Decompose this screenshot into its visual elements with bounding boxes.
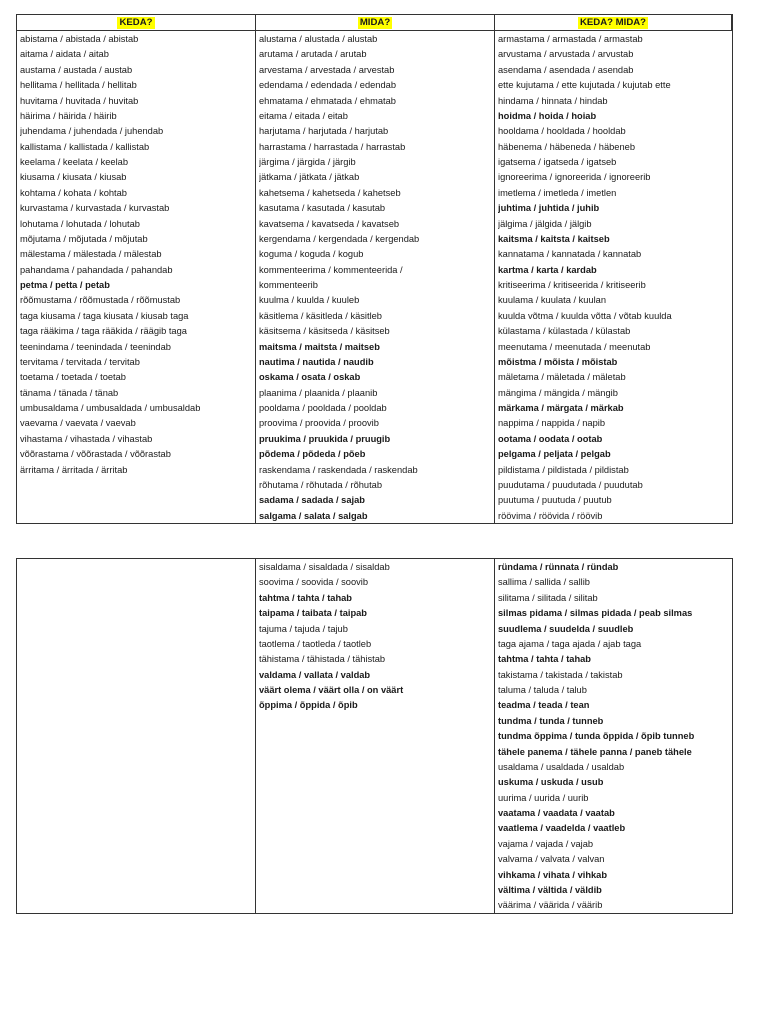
verb-entry: takistama / takistada / takistab [498, 669, 623, 680]
verb-entry: järgima / järgida / järgib [259, 157, 356, 167]
verb-entry: pelgama / peljata / pelgab [498, 449, 611, 460]
verb-entry: külastama / külastada / külastab [498, 326, 631, 337]
verb-entry: proovima / proovida / proovib [259, 418, 379, 429]
verb-entry: arutama / arutada / arutab [259, 49, 367, 60]
verb-entry: rõhutama / rõhutada / rõhutab [259, 479, 383, 490]
verb-entry: juhtima / juhtida / juhib [498, 203, 600, 214]
verb-entry: lohutama / lohutada / lohutab [20, 218, 140, 229]
verb-entry: taga rääkima / taga rääkida / räägib taga [20, 326, 187, 337]
verb-entry: põdema / põdeda / põeb [259, 449, 366, 460]
verb-entry: pooldama / pooldada / pooldab [259, 403, 387, 413]
verb-entry: kommenteerima / kommenteerida / [259, 264, 403, 275]
verb-entry: ründama / rünnata / ründab [498, 562, 619, 572]
verb-entry: harjutama / harjutada / harjutab [259, 126, 389, 137]
verb-entry: raskendama / raskendada / raskendab [259, 464, 418, 475]
column-keda [17, 559, 256, 913]
verb-entry: hindama / hinnata / hindab [498, 95, 608, 106]
verb-entry: taotlema / taotleda / taotleb [259, 638, 372, 649]
verb-entry: mõjutama / mõjutada / mõjutab [20, 233, 148, 244]
verb-entry: meenutama / meenutada / meenutab [498, 341, 651, 352]
verb-entry: silitama / silitada / silitab [498, 592, 598, 603]
verb-entry: keelama / keelata / keelab [20, 157, 129, 167]
verb-entry: ehmatama / ehmatada / ehmatab [259, 95, 396, 106]
verb-entry: kannatama / kannatada / kannatab [498, 249, 642, 260]
verb-entry: vihkama / vihata / vihkab [498, 869, 608, 880]
verb-table-2 [16, 558, 733, 914]
verb-entry: kritiseerima / kritiseerida / kritiseerib [498, 280, 646, 290]
verb-entry: röövima / röövida / röövib [498, 510, 603, 521]
verb-entry: käsitlema / käsitleda / käsitleb [259, 310, 382, 321]
verb-entry: valdama / vallata / valdab [259, 669, 371, 680]
verb-entry: uurima / uurida / uurib [498, 792, 589, 803]
verb-entry: kaitsma / kaitsta / kaitseb [498, 233, 610, 244]
verb-entry: tähele panema / tähele panna / paneb tähele [498, 746, 692, 757]
verb-entry: kurvastama / kurvastada / kurvastab [20, 203, 170, 214]
verb-entry: mäletama / mäletada / mäletab [498, 372, 626, 383]
verb-entry: vajama / vajada / vajab [498, 838, 594, 849]
verb-entry: ette kujutama / ette kujutada / kujutab ette [498, 80, 671, 91]
verb-entry: häirima / häirida / häirib [20, 110, 117, 121]
header-keda-mida-label: KEDA? MIDA? [579, 16, 647, 28]
verb-entry: vaatama / vaadata / vaatab [498, 808, 615, 818]
header-keda-mida [495, 15, 732, 31]
verb-entry: tundma õppima / tunda õppida / õpib tunneb [498, 731, 695, 742]
verb-entry: tahtma / tahta / tahab [498, 654, 591, 665]
verb-entry: kergendama / kergendada / kergendab [259, 233, 420, 244]
verb-entry: ärritama / ärritada / ärritab [20, 464, 128, 475]
verb-entry: usaldama / usaldada / usaldab [498, 761, 625, 772]
column-mida [256, 31, 495, 523]
verb-entry: soovima / soovida / soovib [259, 577, 369, 588]
verb-entry: tähistama / tähistada / tähistab [259, 654, 386, 665]
verb-entry: õppima / õppida / õpib [259, 700, 358, 711]
verb-entry: uskuma / uskuda / usub [498, 777, 604, 788]
verb-entry: mängima / mängida / mängib [498, 387, 618, 398]
verb-entry: taga ajama / taga ajada / ajab taga [498, 638, 642, 649]
verb-entry: hellitama / hellitada / hellitab [20, 80, 137, 91]
verb-table-1 [16, 14, 733, 524]
verb-entry: vaatlema / vaadelda / vaatleb [498, 823, 626, 834]
verb-entry: huvitama / huvitada / huvitab [20, 95, 139, 106]
column-keda-mida [495, 31, 732, 523]
verb-entry: kallistama / kallistada / kallistab [20, 141, 150, 152]
verb-entry: arvustama / arvustada / arvustab [498, 49, 634, 60]
verb-entry: väärima / väärida / väärib [498, 900, 603, 911]
verb-entry: imetlema / imetleda / imetlen [498, 187, 617, 198]
verb-entry: hoidma / hoida / hoiab [498, 110, 597, 121]
verb-entry: pildistama / pildistada / pildistab [498, 464, 629, 475]
verb-entry: taga kiusama / taga kiusata / kiusab taga [20, 310, 189, 321]
verb-entry: ignoreerima / ignoreerida / ignoreerib [498, 172, 651, 183]
verb-entry: pahandama / pahandada / pahandab [20, 264, 173, 275]
column-keda-mida [495, 559, 732, 913]
verb-entry: kiusama / kiusata / kiusab [20, 172, 127, 183]
verb-entry: taipama / taibata / taipab [259, 608, 367, 619]
verb-entry: rõõmustama / rõõmustada / rõõmustab [20, 295, 181, 306]
verb-entry: vältima / vältida / väldib [498, 884, 602, 895]
verb-entry: salgama / salata / salgab [259, 510, 368, 521]
verb-entry: jätkama / jätkata / jätkab [259, 172, 360, 183]
verb-entry: kahetsema / kahetseda / kahetseb [259, 187, 401, 198]
verb-entry: pruukima / pruukida / pruugib [259, 433, 391, 444]
verb-entry: tajuma / tajuda / tajub [259, 623, 348, 634]
verb-entry: mälestama / mälestada / mälestab [20, 249, 162, 260]
verb-entry: igatsema / igatseda / igatseb [498, 157, 617, 167]
verb-entry: nappima / nappida / napib [498, 418, 605, 429]
verb-entry: eitama / eitada / eitab [259, 110, 348, 121]
verb-entry: alustama / alustada / alustab [259, 34, 378, 44]
verb-entry: harrastama / harrastada / harrastab [259, 141, 406, 152]
verb-entry: sadama / sadada / sajab [259, 495, 365, 506]
verb-entry: aitama / aidata / aitab [20, 49, 109, 60]
verb-entry: jälgima / jälgida / jälgib [498, 218, 592, 229]
verb-entry: koguma / koguda / kogub [259, 249, 364, 260]
column-mida [256, 559, 495, 913]
verb-entry: abistama / abistada / abistab [20, 34, 139, 44]
verb-entry: austama / austada / austab [20, 64, 133, 75]
verb-entry: võõrastama / võõrastada / võõrastab [20, 449, 171, 460]
verb-entry: toetama / toetada / toetab [20, 372, 126, 383]
verb-entry: tervitama / tervitada / tervitab [20, 356, 140, 367]
verb-entry: kavatsema / kavatseda / kavatseb [259, 218, 400, 229]
verb-entry: nautima / nautida / naudib [259, 356, 374, 367]
verb-entry: hooldama / hooldada / hooldab [498, 126, 626, 137]
verb-entry: käsitsema / käsitseda / käsitseb [259, 326, 390, 337]
verb-entry: kuulma / kuulda / kuuleb [259, 295, 360, 306]
verb-entry: oskama / osata / oskab [259, 372, 361, 383]
header-keda-label: KEDA? [119, 16, 153, 28]
verb-entry: sisaldama / sisaldada / sisaldab [259, 562, 390, 572]
verb-entry: puudutama / puudutada / puudutab [498, 479, 643, 490]
verb-entry: ootama / oodata / ootab [498, 433, 603, 444]
verb-entry: arvestama / arvestada / arvestab [259, 64, 395, 75]
verb-entry: kartma / karta / kardab [498, 264, 597, 275]
verb-entry: kommenteerib [259, 280, 318, 290]
verb-entry: vihastama / vihastada / vihastab [20, 433, 153, 444]
verb-entry: puutuma / puutuda / puutub [498, 495, 612, 506]
verb-entry: maitsma / maitsta / maitseb [259, 341, 380, 352]
verb-entry: kasutama / kasutada / kasutab [259, 203, 386, 214]
verb-entry: tundma / tunda / tunneb [498, 715, 604, 726]
verb-entry: kuulama / kuulata / kuulan [498, 295, 607, 306]
verb-entry: häbenema / häbeneda / häbeneb [498, 141, 635, 152]
verb-entry: märkama / märgata / märkab [498, 403, 624, 413]
header-mida [256, 15, 495, 31]
verb-entry: asendama / asendada / asendab [498, 64, 634, 75]
verb-entry: sallima / sallida / sallib [498, 577, 590, 588]
verb-entry: edendama / edendada / edendab [259, 80, 396, 91]
verb-entry: kuulda võtma / kuulda võtta / võtab kuulda [498, 310, 672, 321]
column-keda [17, 31, 256, 523]
verb-entry: plaanima / plaanida / plaanib [259, 387, 378, 398]
verb-entry: kohtama / kohata / kohtab [20, 187, 127, 198]
verb-entry: petma / petta / petab [20, 280, 110, 290]
verb-entry: juhendama / juhendada / juhendab [20, 126, 164, 137]
verb-entry: vaevama / vaevata / vaevab [20, 418, 136, 429]
verb-entry: tänama / tänada / tänab [20, 387, 119, 398]
header-mida-label: MIDA? [359, 16, 391, 28]
verb-entry: taluma / taluda / talub [498, 685, 587, 695]
verb-entry: armastama / armastada / armastab [498, 34, 643, 44]
verb-entry: silmas pidama / silmas pidada / peab silmas [498, 608, 693, 619]
header-keda [17, 15, 256, 31]
verb-entry: tahtma / tahta / tahab [259, 592, 352, 603]
verb-entry: väärt olema / väärt olla / on väärt [259, 685, 404, 695]
verb-entry: suudlema / suudelda / suudleb [498, 623, 634, 634]
verb-entry: teadma / teada / tean [498, 700, 590, 711]
verb-entry: umbusaldama / umbusaldada / umbusaldab [20, 403, 201, 413]
verb-entry: teenindama / teenindada / teenindab [20, 341, 171, 352]
verb-entry: mõistma / mõista / mõistab [498, 356, 618, 367]
verb-entry: valvama / valvata / valvan [498, 854, 605, 865]
